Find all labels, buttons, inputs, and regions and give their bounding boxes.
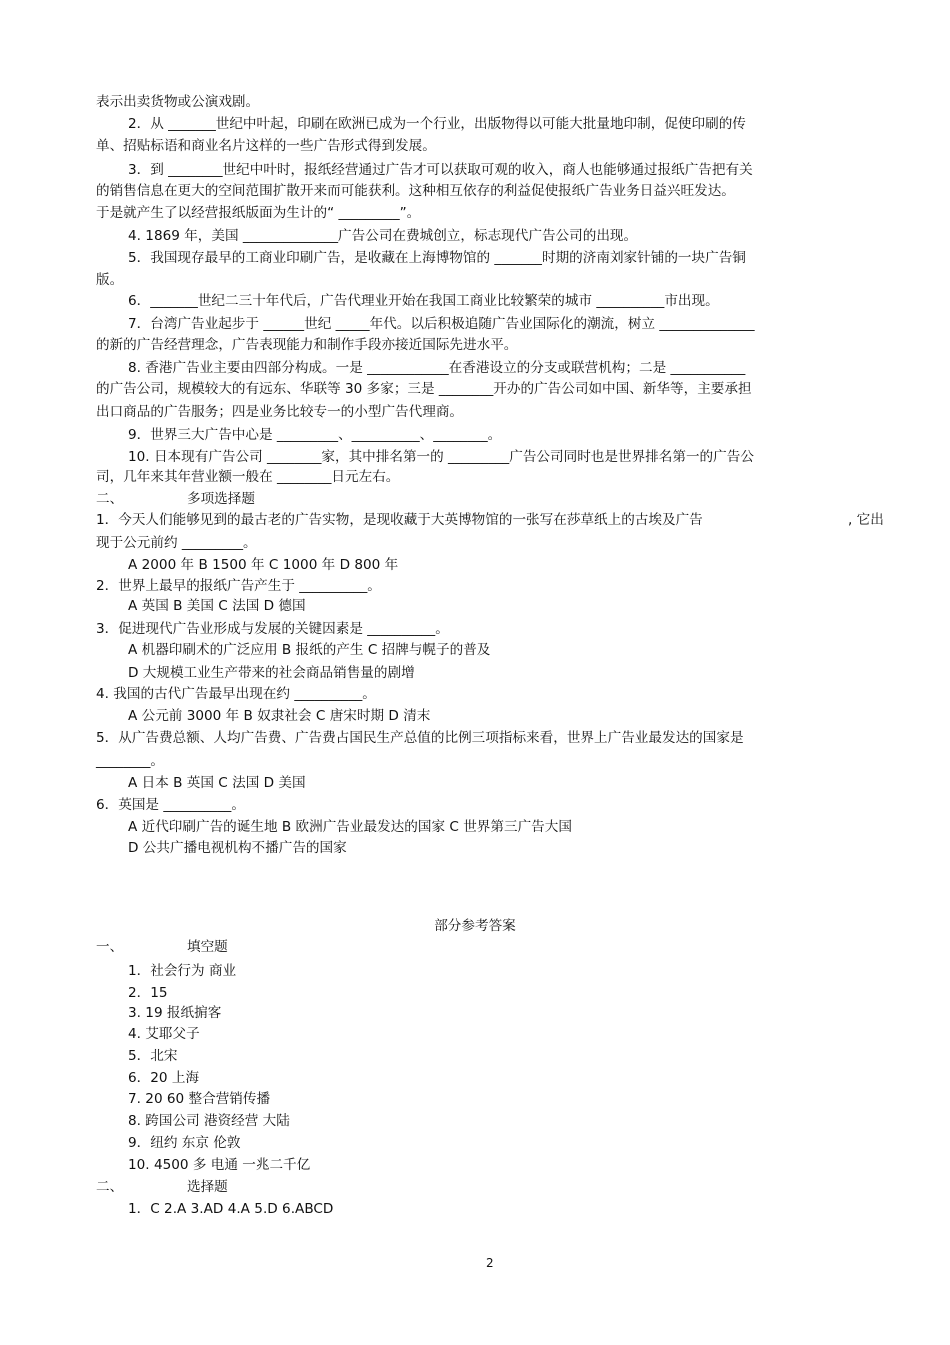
section-number: 二、 (96, 491, 124, 507)
mc-options-6: A 近代印刷广告的诞生地 B 欧洲广告业最发达的国家 C 世界第三广告大国 (128, 819, 572, 835)
answer-item: 1．C 2.A 3.AD 4.A 5.D 6.ABCD (128, 1201, 334, 1217)
question-3-cont: 的销售信息在更大的空间范围扩散开来而可能获利。这种相互依存的利益促使报纸广告业务日益兴旺发达。 (96, 183, 735, 199)
answer-item: 6．20 上海 (128, 1070, 200, 1086)
mc-question-6: 6．英国是 __________。 (96, 797, 245, 813)
answers-section-number: 一、 (96, 939, 124, 955)
question-8: 8. 香港广告业主要由四部分构成。一是 ____________在香港设立的分支或联营机构；二是 ___________ (128, 360, 746, 376)
question-6: 6．_______世纪二三十年代后，广告代理业开始在我国工商业比较繁荣的城市 __________市出现。 (128, 293, 719, 309)
answer-item: 7. 20 60 整合营销传播 (128, 1091, 271, 1107)
question-4: 4. 1869 年，美国 ______________广告公司在费城创立，标志现代广告公司的出现。 (128, 228, 638, 244)
answer-item: 2．15 (128, 985, 168, 1001)
answers-section-heading: 选择题 (187, 1179, 228, 1195)
question-10-cont: 司，几年来其年营业额一般在 ________日元左右。 (96, 469, 400, 485)
question-7: 7．台湾广告业起步于 ______世纪 _____年代。以后积极追随广告业国际化的潮流，树立 ______________ (128, 316, 755, 332)
mc-options-1: A 2000 年 B 1500 年 C 1000 年 D 800 年 (128, 557, 399, 573)
question-10: 10. 日本现有广告公司 ________家，其中排名第一的 _________广告公司同时也是世界排名第一的广告公 (128, 449, 754, 465)
question-7-cont: 的新的广告经营理念，广告表现能力和制作手段亦接近国际先进水平。 (96, 337, 518, 353)
answers-title: 部分参考答案 (434, 918, 516, 934)
answer-item: 8. 跨国公司 港资经营 大陆 (128, 1113, 290, 1129)
mc-options-3-cont: D 大规模工业生产带来的社会商品销售量的剧增 (128, 665, 415, 681)
mc-question-1-cont: 现于公元前约 _________。 (96, 535, 257, 551)
answers-section-number: 二、 (96, 1179, 124, 1195)
question-3: 3．到 ________世纪中叶时，报纸经营通过广告才可以获取可观的收入，商人也能够通过报纸广告把有关 (128, 162, 753, 178)
mc-options-3: A 机器印刷术的广泛应用 B 报纸的产生 C 招牌与幌子的普及 (128, 642, 491, 658)
page-number: 2 (486, 1256, 494, 1270)
answer-item: 5．北宋 (128, 1048, 178, 1064)
mc-options-6-cont: D 公共广播电视机构不播广告的国家 (128, 840, 347, 856)
mc-question-1: 1．今天人们能够见到的最古老的广告实物，是现收藏于大英博物馆的一张写在莎草纸上的古埃及广告 (96, 512, 703, 528)
question-8-cont: 的广告公司，规模较大的有远东、华联等 30 多家；三是 ________开办的广告公司如中国、新华等，主要承担 (96, 381, 752, 397)
answer-item: 9．纽约 东京 伦敦 (128, 1135, 241, 1151)
question-5: 5．我国现存最早的工商业印刷广告，是收藏在上海博物馆的 _______时期的济南刘家针铺的一块广告铜 (128, 250, 746, 266)
question-8-cont: 出口商品的广告服务；四是业务比较专一的小型广告代理商。 (96, 404, 464, 420)
answers-section-heading: 填空题 (187, 939, 228, 955)
text-line: 表示出卖货物或公演戏剧。 (96, 94, 260, 110)
answer-item: 4. 艾耶父子 (128, 1026, 200, 1042)
mc-options-4: A 公元前 3000 年 B 奴隶社会 C 唐宋时期 D 清末 (128, 708, 431, 724)
question-3-cont: 于是就产生了以经营报纸版面为生计的“ _________”。 (96, 205, 421, 221)
question-2: 2．从 _______世纪中叶起，印刷在欧洲已成为一个行业，出版物得以可能大批量地印制，促使印刷的传 (128, 116, 746, 132)
mc-question-2: 2．世界上最早的报纸广告产生于 __________。 (96, 578, 381, 594)
mc-options-5: A 日本 B 英国 C 法国 D 美国 (128, 775, 306, 791)
answer-item: 3. 19 报纸掮客 (128, 1005, 222, 1021)
mc-question-3: 3．促进现代广告业形成与发展的关键因素是 __________。 (96, 621, 449, 637)
question-9: 9．世界三大广告中心是 _________、__________、________。 (128, 427, 502, 443)
question-2-cont: 单、招贴标语和商业名片这样的一些广告形式得到发展。 (96, 138, 436, 154)
mc-question-4: 4. 我国的古代广告最早出现在约 __________。 (96, 686, 376, 702)
answer-item: 10. 4500 多 电通 一兆二千亿 (128, 1157, 311, 1173)
mc-options-2: A 英国 B 美国 C 法国 D 德国 (128, 598, 306, 614)
mc-question-1-tail: , 它出 (848, 512, 884, 528)
mc-question-5: 5．从广告费总额、人均广告费、广告费占国民生产总值的比例三项指标来看，世界上广告业最发达的国家是 (96, 730, 744, 746)
mc-question-5-cont: ________。 (96, 753, 164, 769)
answer-item: 1．社会行为 商业 (128, 963, 237, 979)
question-5-cont: 版。 (96, 272, 124, 288)
section-heading: 多项选择题 (187, 491, 255, 507)
